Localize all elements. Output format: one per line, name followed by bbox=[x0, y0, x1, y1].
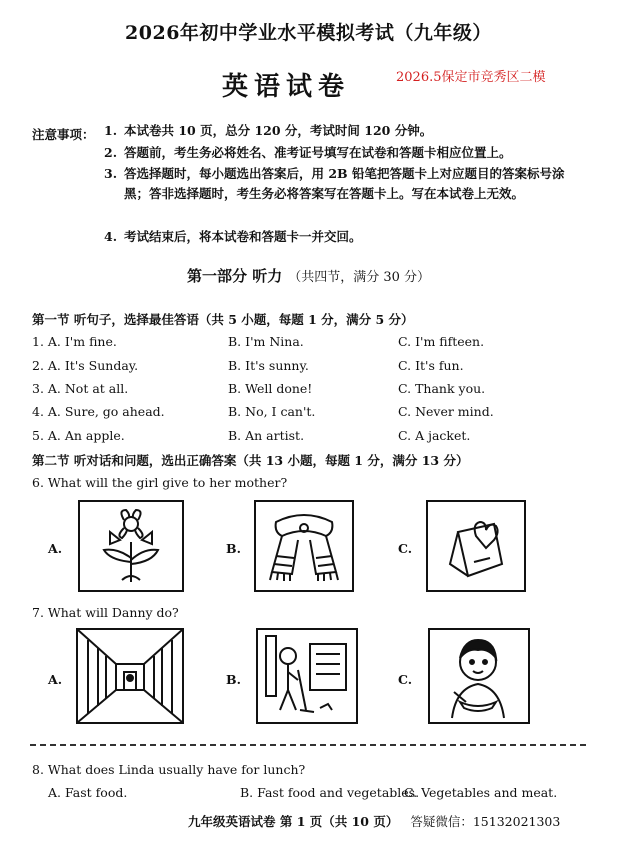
note-number: 3. bbox=[104, 166, 118, 181]
exam-subtitle: 英语试卷 bbox=[222, 72, 351, 102]
part-title-main: 第一部分 听力 bbox=[186, 267, 283, 285]
option-a: 2. A. It's Sunday. bbox=[32, 358, 139, 373]
sweeping-floor-icon bbox=[258, 630, 356, 722]
q6-label-c: C. bbox=[398, 541, 413, 556]
option-b: B. No, I can't. bbox=[228, 404, 316, 419]
hallway-picture bbox=[76, 628, 184, 724]
scarf-icon bbox=[256, 502, 352, 590]
question-7: 7. What will Danny do? bbox=[32, 605, 179, 620]
option-c: C. Never mind. bbox=[398, 404, 494, 419]
option-b: B. I'm Nina. bbox=[228, 334, 304, 349]
note-text: 考试结束后，将本试卷和答题卡一并交回。 bbox=[124, 229, 362, 244]
option-c: C. Thank you. bbox=[398, 381, 486, 396]
cut-line bbox=[30, 744, 586, 746]
option-b: B. Well done! bbox=[228, 381, 313, 396]
flower-picture bbox=[78, 500, 184, 592]
option-a: 1. A. I'm fine. bbox=[32, 334, 117, 349]
q7-label-b: B. bbox=[226, 672, 241, 687]
note-item bbox=[104, 143, 584, 163]
eating-picture bbox=[428, 628, 530, 724]
option-a: A. Fast food. bbox=[48, 785, 128, 800]
option-a: 4. A. Sure, go ahead. bbox=[32, 404, 165, 419]
note-item bbox=[104, 121, 584, 141]
note-number: 1. bbox=[104, 123, 118, 138]
option-a: 3. A. Not at all. bbox=[32, 381, 129, 396]
note-text: 答题前，考生务必将姓名、准考证号填写在试卷和答题卡相应位置上。 bbox=[124, 145, 512, 160]
exam-title: 2026年初中学业水平模拟考试（九年级） bbox=[125, 22, 492, 44]
part-title bbox=[0, 265, 617, 286]
option-c: C. It's fun. bbox=[398, 358, 464, 373]
note-number: 2. bbox=[104, 145, 118, 160]
note-text: 答选择题时，每小题选出答案后，用 2B 铅笔把答题卡上对应题目的答案标号涂黑；答非选择题时，考生务必将答案写在答题卡上。写在本试卷上无效。 bbox=[124, 166, 565, 201]
q6-label-a: A. bbox=[48, 541, 63, 556]
option-c: C. Vegetables and meat. bbox=[404, 785, 558, 800]
notes-label: 注意事项： bbox=[32, 127, 95, 142]
note-number: 4. bbox=[104, 229, 118, 244]
card-picture bbox=[426, 500, 526, 592]
contact-info: 答疑微信：15132021303 bbox=[410, 814, 561, 829]
option-c: C. A jacket. bbox=[398, 428, 471, 443]
option-b: B. An artist. bbox=[228, 428, 305, 443]
exam-source-stamp: 2026.5保定市竞秀区二模 bbox=[396, 70, 546, 85]
q6-label-b: B. bbox=[226, 541, 241, 556]
question-6: 6. What will the girl give to her mother? bbox=[32, 475, 288, 490]
sweeping-picture bbox=[256, 628, 358, 724]
option-b: B. It's sunny. bbox=[228, 358, 309, 373]
greeting-card-icon bbox=[428, 502, 524, 590]
option-a: 5. A. An apple. bbox=[32, 428, 125, 443]
note-item bbox=[104, 164, 584, 204]
note-item bbox=[104, 227, 584, 247]
note-text: 本试卷共 10 页，总分 120 分，考试时间 120 分钟。 bbox=[124, 123, 433, 138]
section-title: 第一节 听句子，选择最佳答语（共 5 小题，每题 1 分，满分 5 分） bbox=[32, 312, 414, 327]
q7-label-c: C. bbox=[398, 672, 413, 687]
flower-icon bbox=[80, 502, 182, 590]
scarf-picture bbox=[254, 500, 354, 592]
hallway-icon bbox=[78, 630, 182, 722]
section-title: 第二节 听对话和问题，选出正确答案（共 13 小题，每题 1 分，满分 13 分） bbox=[32, 453, 469, 468]
page-footer bbox=[188, 812, 560, 830]
option-b: B. Fast food and vegetables. bbox=[240, 785, 420, 800]
question-8: 8. What does Linda usually have for lunch? bbox=[32, 762, 306, 777]
boy-eating-icon bbox=[430, 630, 528, 722]
page-number: 九年级英语试卷 第 1 页（共 10 页） bbox=[188, 814, 399, 829]
option-c: C. I'm fifteen. bbox=[398, 334, 485, 349]
q7-label-a: A. bbox=[48, 672, 63, 687]
part-title-sub: （共四节，满分 30 分） bbox=[288, 270, 431, 285]
